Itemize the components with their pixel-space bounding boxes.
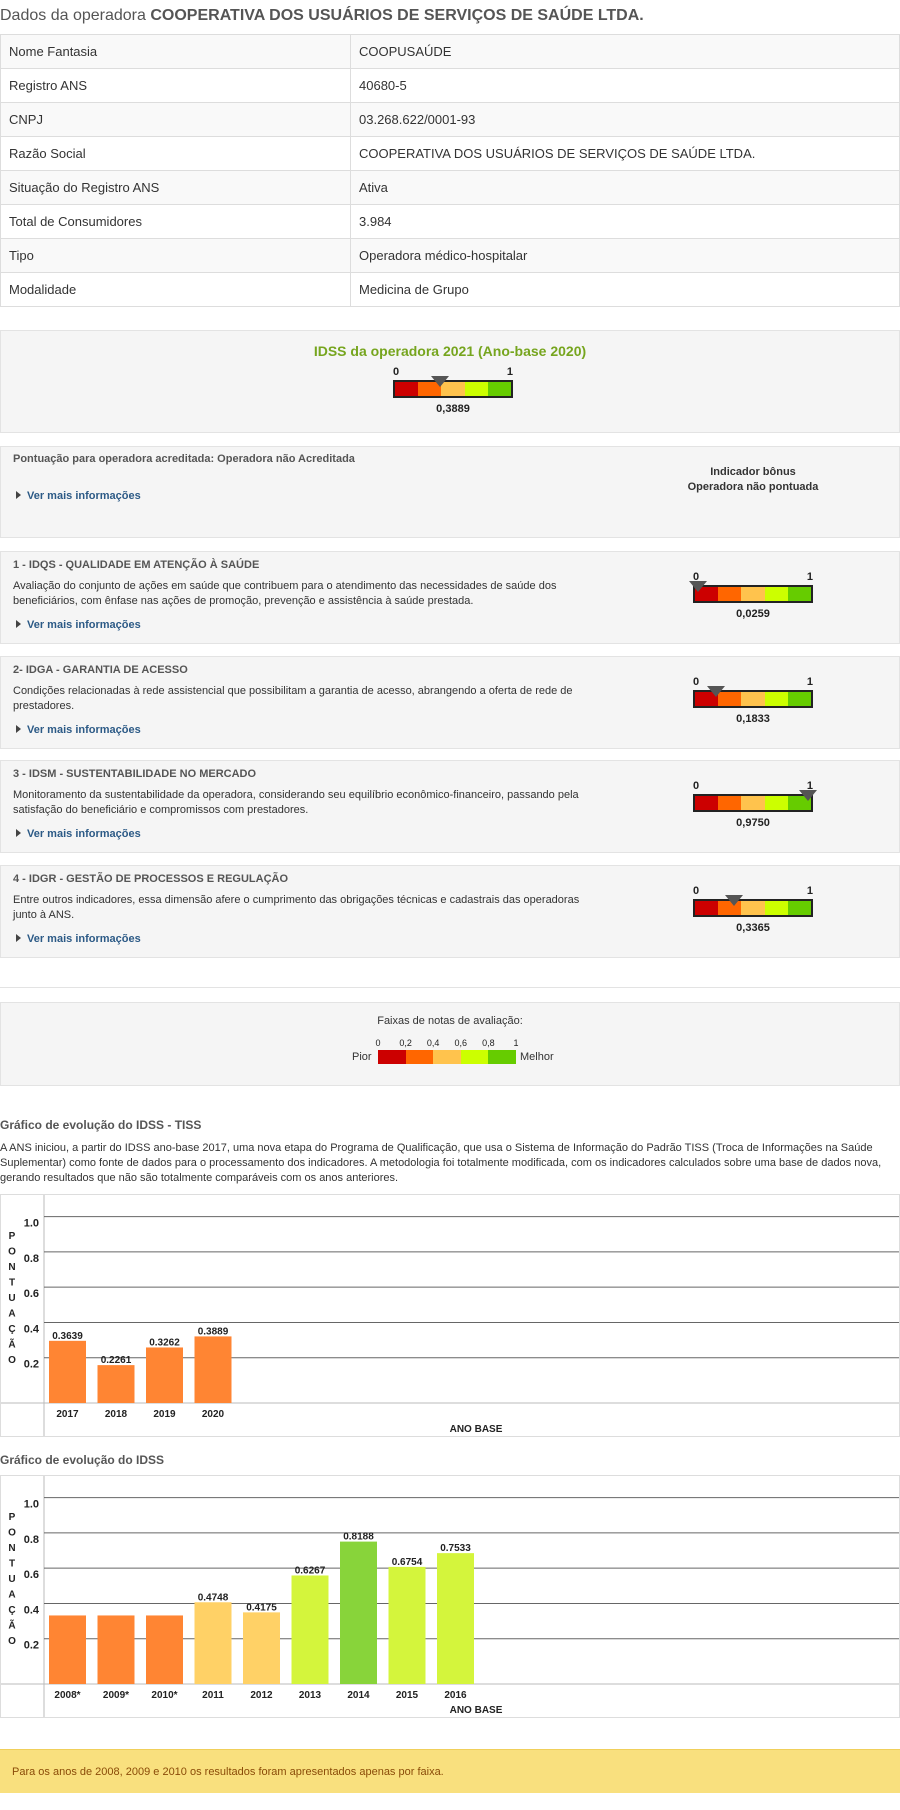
gauge-marker-icon	[707, 686, 725, 697]
info-value: 3.984	[351, 205, 900, 239]
gauge-segment	[695, 796, 718, 810]
chart-bar	[98, 1615, 135, 1684]
rating-scale-worst: Pior	[352, 1051, 372, 1063]
chart-bar	[195, 1336, 232, 1403]
scale-tick-label: 0,4	[426, 1038, 440, 1048]
dimension-title: 3 - IDSM - SUSTENTABILIDADE NO MERCADO	[13, 768, 257, 780]
chart-y-axis-label-char: Ç	[8, 1605, 16, 1616]
dimension-description: Condições relacionadas à rede assistencial que possibilitam a garantia de acesso, abrangendo a oferta de rede de prestadores.	[13, 685, 573, 712]
scale-segment	[461, 1050, 489, 1064]
gauge-max-label: 1	[506, 366, 513, 378]
chart-y-axis-label-char: Ç	[8, 1324, 16, 1335]
chart-bar	[195, 1602, 232, 1684]
chart-y-tick-label: 0.6	[23, 1288, 39, 1301]
gauge-segment	[788, 901, 811, 915]
chart-bar	[49, 1615, 86, 1684]
info-value: Medicina de Grupo	[351, 273, 900, 307]
dimension-description: Entre outros indicadores, essa dimensão afere o cumprimento das obrigações técnicas e cadastrais das operadoras junto à ANS.	[13, 894, 580, 921]
chart-y-axis-label-char: Ã	[8, 1620, 16, 1632]
gauge-segment	[741, 901, 764, 915]
info-label: Situação do Registro ANS	[1, 171, 351, 205]
section-divider	[0, 987, 900, 988]
evolution-section-title: Gráfico de evolução do IDSS	[0, 1453, 165, 1467]
dimension-more-link[interactable]: Ver mais informações	[16, 828, 141, 840]
accreditation-more-link[interactable]: Ver mais informações	[16, 490, 141, 502]
gauge-min-label: 0	[693, 571, 700, 583]
chart-y-tick-label: 0.8	[23, 1252, 39, 1265]
scale-tick-label: 0,2	[399, 1038, 412, 1048]
gauge-value: 0,0259	[736, 608, 770, 620]
chart-y-axis-label-char: O	[8, 1246, 16, 1258]
chart-data-label: 0.8188	[343, 1531, 374, 1543]
gauge-value: 0,1833	[736, 713, 770, 725]
info-label: Nome Fantasia	[1, 35, 351, 69]
chart-y-axis-label-char: Ã	[8, 1339, 16, 1351]
chart-bar	[389, 1567, 426, 1684]
gauge-max-label: 1	[806, 676, 813, 688]
chart-x-axis-label: ANO BASE	[449, 1705, 503, 1716]
dimension-gauge	[693, 571, 813, 620]
tiss-section-title: Gráfico de evolução do IDSS - TISS	[0, 1118, 202, 1132]
gauge-marker-icon	[799, 790, 817, 801]
page-title	[0, 7, 644, 25]
chart-bar	[146, 1615, 183, 1684]
chart-y-tick-label: 0.6	[23, 1569, 39, 1582]
chart-y-tick-label: 1.0	[23, 1498, 39, 1511]
chart-y-tick-label: 1.0	[23, 1217, 39, 1230]
chart-data-label: 0.3262	[149, 1337, 180, 1349]
info-value: Operadora médico-hospitalar	[351, 239, 900, 273]
scale-tick-label: 1	[513, 1038, 519, 1048]
chart-x-tick-label: 2019	[153, 1409, 176, 1420]
idss-title: IDSS da operadora 2021 (Ano-base 2020)	[313, 343, 587, 359]
chart-bar	[98, 1365, 135, 1403]
info-label: Tipo	[1, 239, 351, 273]
gauge-segment	[395, 382, 418, 396]
chart-svg	[1, 1476, 899, 1717]
gauge-value: 0,9750	[736, 817, 770, 829]
chart-y-axis-label-char: U	[8, 1574, 16, 1585]
scale-segment	[433, 1050, 461, 1064]
chart-data-label: 0.2261	[100, 1355, 132, 1367]
info-value: COOPUSAÚDE	[351, 35, 900, 69]
info-row	[1, 35, 900, 69]
chart-y-axis-label-char: O	[8, 1527, 16, 1539]
info-label: CNPJ	[1, 103, 351, 137]
gauge-segment	[765, 901, 788, 915]
chart-data-label: 0.6267	[294, 1565, 326, 1577]
scale-tick-label: 0	[375, 1038, 381, 1048]
bonus-indicator	[668, 465, 838, 495]
chart-x-tick-label: 2020	[201, 1409, 225, 1420]
dimension-title: 1 - IDQS - QUALIDADE EM ATENÇÃO À SAÚDE	[13, 559, 260, 571]
gauge-segment	[488, 382, 511, 396]
chart-data-label: 0.7533	[440, 1543, 471, 1555]
info-value: Ativa	[351, 171, 900, 205]
info-row	[1, 205, 900, 239]
chart-y-tick-label: 0.8	[23, 1533, 39, 1546]
gauge-max-label: 1	[806, 571, 813, 583]
gauge-segment	[465, 382, 488, 396]
page-title-prefix: Dados da operadora	[0, 7, 146, 24]
info-value: 40680-5	[351, 69, 900, 103]
chart-y-axis-label-char: P	[8, 1231, 16, 1242]
gauge-segment	[741, 587, 764, 601]
dimension-more-link[interactable]: Ver mais informações	[16, 619, 141, 631]
chart-x-axis-label: ANO BASE	[449, 1424, 503, 1435]
gauge-min-label: 0	[693, 885, 700, 897]
dimension-title: 2- IDGA - GARANTIA DE ACESSO	[13, 664, 188, 676]
gauge-labels	[693, 885, 813, 899]
chart-x-tick-label: 2012	[250, 1690, 273, 1701]
chart-svg	[1, 1195, 899, 1436]
gauge-min-label: 0	[693, 676, 700, 688]
chart-data-label: 0.3639	[52, 1330, 83, 1342]
info-row	[1, 137, 900, 171]
gauge-segment	[741, 796, 764, 810]
gauge-labels	[693, 571, 813, 585]
rating-scale-bar	[378, 1050, 516, 1064]
gauge-segment	[765, 692, 788, 706]
info-label: Registro ANS	[1, 69, 351, 103]
gauge-max-label: 1	[806, 780, 813, 792]
gauge-min-label: 0	[393, 366, 400, 378]
tiss-evolution-chart	[0, 1194, 900, 1437]
chart-data-label: 0.6754	[391, 1556, 423, 1568]
chart-bar	[340, 1542, 377, 1684]
gauge-segment	[741, 692, 764, 706]
gauge-marker-icon	[725, 895, 743, 906]
chart-x-tick-label: 2015	[395, 1690, 419, 1701]
info-value: COOPERATIVA DOS USUÁRIOS DE SERVIÇOS DE SAÚDE LTDA.	[351, 137, 900, 171]
info-value: 03.268.622/0001-93	[351, 103, 900, 137]
footer-note: Para os anos de 2008, 2009 e 2010 os resultados foram apresentados apenas por faixa.	[0, 1749, 900, 1793]
info-label: Modalidade	[1, 273, 351, 307]
dimension-gauge	[693, 676, 813, 725]
rating-scale-title: Faixas de notas de avaliação:	[377, 1015, 523, 1027]
gauge-bar	[693, 899, 813, 917]
dimension-gauge	[693, 780, 813, 829]
chart-data-label: 0.3889	[197, 1326, 229, 1338]
chart-x-tick-label: 2009*	[102, 1690, 130, 1701]
gauge-segment	[765, 796, 788, 810]
chart-y-tick-label: 0.2	[23, 1639, 39, 1652]
chart-x-tick-label: 2010*	[151, 1690, 178, 1701]
dimension-title: 4 - IDGR - GESTÃO DE PROCESSOS E REGULAÇÃO	[13, 873, 289, 885]
chart-y-tick-label: 0.2	[23, 1358, 39, 1371]
idss-evolution-chart	[0, 1475, 900, 1718]
info-row	[1, 273, 900, 307]
accreditation-label: Pontuação para operadora acreditada: Operadora não Acreditada	[13, 453, 355, 465]
chart-y-axis-label-char: T	[8, 1277, 16, 1289]
chart-y-tick-label: 0.4	[23, 1604, 39, 1617]
gauge-labels	[393, 366, 513, 380]
scale-tick-label: 0,8	[482, 1038, 495, 1048]
gauge-bar	[693, 794, 813, 812]
gauge-segment	[695, 901, 718, 915]
tiss-section-text: A ANS iniciou, a partir do IDSS ano-base 2017, uma nova etapa do Programa de Qualificação, que usa o Sistema de Informação do Padrão TISS (Troca de Informações na Saúde Suplementar) como fonte de dados para o processamento dos indicadores. A metodologia foi totalmente modificada, com os indicadores calculados sobre uma base de dados nova, gerando resultados que não são totalmente comparáveis com os anos anteriores.	[0, 1142, 882, 1184]
chart-y-axis-label-char: U	[8, 1293, 16, 1304]
bonus-title: Indicador bônus	[710, 466, 796, 478]
gauge-value: 0,3365	[736, 922, 770, 934]
chart-data-label: 0.4748	[197, 1592, 229, 1604]
chart-bar	[243, 1612, 280, 1684]
dimension-gauge	[693, 885, 813, 934]
dimension-more-link[interactable]: Ver mais informações	[16, 933, 141, 945]
chart-y-axis-label-char: P	[8, 1512, 16, 1523]
chart-x-tick-label: 2011	[202, 1690, 224, 1701]
chart-bar	[146, 1347, 183, 1403]
scale-segment	[378, 1050, 406, 1064]
chart-data-label: 0.4175	[246, 1602, 277, 1614]
gauge-segment	[788, 692, 811, 706]
chart-x-tick-label: 2013	[298, 1690, 322, 1701]
gauge-segment	[718, 796, 741, 810]
rating-scale-best: Melhor	[520, 1051, 554, 1063]
gauge-value: 0,3889	[436, 403, 470, 415]
chart-y-axis-label-char: T	[8, 1558, 16, 1570]
rating-scale-ticks	[375, 1038, 519, 1050]
gauge-segment	[718, 587, 741, 601]
dimension-more-link[interactable]: Ver mais informações	[16, 724, 141, 736]
chart-x-tick-label: 2018	[104, 1409, 128, 1420]
chart-x-tick-label: 2014	[347, 1690, 370, 1701]
operator-info-table	[0, 34, 900, 307]
chart-bar	[49, 1341, 86, 1403]
info-row	[1, 239, 900, 273]
gauge-bar	[393, 380, 513, 398]
chart-bar	[437, 1553, 474, 1684]
info-row	[1, 69, 900, 103]
bonus-value: Operadora não pontuada	[687, 481, 819, 493]
chart-y-axis-label-char: A	[8, 1308, 16, 1320]
chart-y-axis-label-char: A	[8, 1589, 16, 1601]
gauge-bar	[693, 585, 813, 603]
info-row	[1, 103, 900, 137]
chart-y-axis-label-char: N	[8, 1262, 16, 1273]
chart-x-tick-label: 2008*	[54, 1690, 81, 1701]
chart-bar	[292, 1575, 329, 1684]
page-title-operator-name: COOPERATIVA DOS USUÁRIOS DE SERVIÇOS DE SAÚDE LTDA.	[150, 7, 644, 24]
chart-x-tick-label: 2017	[56, 1409, 79, 1420]
chart-y-tick-label: 0.4	[23, 1323, 39, 1336]
scale-segment	[406, 1050, 434, 1064]
dimension-description: Avaliação do conjunto de ações em saúde que contribuem para o atendimento das necessidades de saúde dos beneficiários, com ênfase nas ações de promoção, prevenção e assistência à saúde prestada.	[13, 580, 557, 607]
gauge-marker-icon	[431, 376, 449, 387]
gauge-labels	[693, 780, 813, 794]
info-label: Total de Consumidores	[1, 205, 351, 239]
gauge-segment	[788, 587, 811, 601]
scale-segment	[488, 1050, 516, 1064]
gauge-bar	[693, 690, 813, 708]
idss-gauge	[393, 366, 513, 415]
gauge-max-label: 1	[806, 885, 813, 897]
gauge-marker-icon	[689, 581, 707, 592]
chart-y-axis-label-char: O	[8, 1355, 16, 1366]
chart-y-axis-label-char: N	[8, 1543, 16, 1554]
chart-x-tick-label: 2016	[444, 1690, 467, 1701]
info-label: Razão Social	[1, 137, 351, 171]
chart-y-axis-label-char: O	[8, 1636, 16, 1647]
dimension-description: Monitoramento da sustentabilidade da operadora, considerando seu equilíbrio econômico-financeiro, passando pela satisfação do beneficiário e compromissos com prestadores.	[13, 789, 579, 816]
info-row	[1, 171, 900, 205]
scale-tick-label: 0,6	[454, 1038, 468, 1048]
gauge-segment	[765, 587, 788, 601]
gauge-min-label: 0	[693, 780, 700, 792]
